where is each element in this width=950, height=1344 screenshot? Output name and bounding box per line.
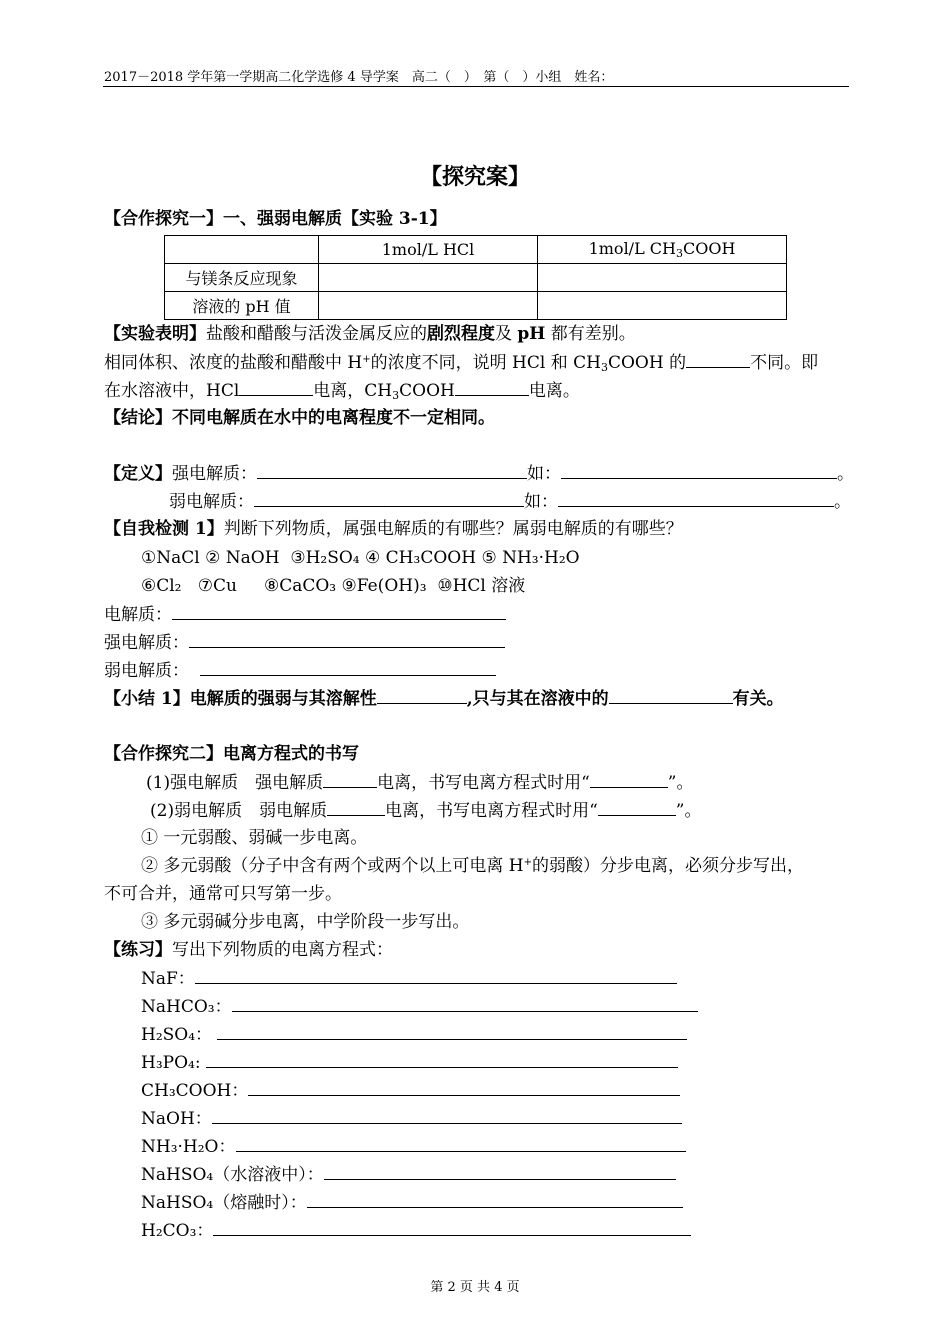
section1-heading: 【合作探究一】一、强弱电解质【实验 3-1】 [104,209,447,229]
selfcheck-weak: 弱电解质： [104,660,496,681]
practice-item: NH₃·H₂O： [141,1136,686,1157]
experiment-table [164,235,787,320]
section2-heading: 【合作探究二】电离方程式的书写 [104,744,359,764]
summary1: 【小结 1】电解质的强弱与其溶解性 ,只与其在溶液中的 有关。 [104,689,784,709]
answer-blank[interactable] [323,772,377,788]
table-header-hcl: 1mol/L HCl [319,236,538,264]
practice-item: CH₃COOH： [141,1080,680,1101]
conclusion: 【结论】不同电解质在水中的电离程度不一定相同。 [104,408,495,428]
table-cell-answer[interactable] [319,292,538,320]
practice-item: NaOH： [141,1108,682,1129]
answer-blank[interactable] [609,688,733,704]
table-row-mg-reaction: 与镁条反应现象 [165,264,319,292]
table-cell-answer[interactable] [538,264,787,292]
section2-strong: (1)强电解质 强电解质 电离，书写电离方程式时用“ ”。 [146,773,694,793]
definition-weak: 弱电解质： 如： 。 [169,492,851,512]
selfcheck-strong: 强电解质： [104,632,505,653]
answer-blank[interactable] [232,996,698,1012]
practice-item: NaHCO₃： [141,996,698,1017]
table-corner-cell [165,236,319,264]
answer-blank[interactable] [248,1080,680,1096]
answer-blank[interactable] [327,800,385,816]
table-cell-answer[interactable] [538,292,787,320]
answer-blank[interactable] [212,1108,682,1124]
practice-item: H₂CO₃： [141,1220,691,1241]
answer-blank[interactable] [200,660,496,676]
answer-blank[interactable] [686,352,750,368]
experiment-explain-line1: 相同体积、浓度的盐酸和醋酸中 H+的浓度不同，说明 HCl 和 $CH_3COOH$ 的 不同。即 [104,353,819,374]
table-header-ch3cooh: 1mol/L $CH_3COOH$ [538,236,787,264]
answer-blank[interactable] [217,1024,687,1040]
answer-blank[interactable] [254,491,524,507]
page-header: 2017－2018 学年第一学期高二化学选修 4 导学案 高二（ ） 第（ ）小组 姓名： [104,70,614,85]
answer-blank[interactable] [561,463,837,479]
selfcheck-items-row2: ⑥Cl₂ ⑦Cu ⑧CaCO₃ ⑨Fe(OH)₃ ⑩HCl 溶液 [141,576,526,596]
answer-blank[interactable] [236,1136,686,1152]
definition-strong: 【定义】强电解质： 如： 。 [104,464,854,484]
answer-blank[interactable] [189,632,505,648]
practice-heading: 【练习】写出下列物质的电离方程式： [104,940,393,960]
answer-blank[interactable] [307,1192,683,1208]
section2-weak: (2)弱电解质 弱电解质 电离，书写电离方程式时用“ ”。 [150,801,702,821]
answer-blank[interactable] [558,491,834,507]
selfcheck-items-row1: ①NaCl ② NaOH ③H₂SO₄ ④ CH₃COOH ⑤ NH₃·H₂O [141,548,580,568]
header-rule [103,86,849,87]
section2-point1: ① 一元弱酸、弱碱一步电离。 [141,828,368,848]
answer-blank[interactable] [598,800,676,816]
answer-blank[interactable] [239,380,313,396]
practice-item: NaHSO₄（熔融时）： [141,1192,683,1213]
experiment-shows: 【实验表明】盐酸和醋酸与活泼金属反应的剧烈程度及 pH 都有差别。 [104,324,636,344]
section2-point2: ② 多元弱酸（分子中含有两个或两个以上可电离 H+的弱酸）分步电离，必须分步写出， [141,856,805,876]
practice-item: H₃PO₄: [141,1052,678,1073]
selfcheck-electrolyte: 电解质： [104,604,506,625]
answer-blank[interactable] [206,1052,678,1068]
practice-item: H₂SO₄： [141,1024,687,1045]
answer-blank[interactable] [324,1164,676,1180]
answer-blank[interactable] [213,1220,691,1236]
answer-blank[interactable] [257,463,527,479]
section2-point3: ③ 多元弱碱分步电离，中学阶段一步写出。 [141,912,470,932]
experiment-explain-line2: 在水溶液中，HCl 电离，$CH_3COOH$ 电离。 [104,381,580,402]
answer-blank[interactable] [377,688,467,704]
answer-blank[interactable] [455,380,529,396]
table-cell-answer[interactable] [319,264,538,292]
practice-item: NaHSO₄（水溶液中）： [141,1164,676,1185]
practice-item: NaF： [141,968,677,989]
answer-blank[interactable] [590,772,668,788]
table-row-ph: 溶液的 pH 值 [165,292,319,320]
answer-blank[interactable] [195,968,677,984]
selfcheck-question: 【自我检测 1】判断下列物质，属强电解质的有哪些？属弱电解质的有哪些？ [104,519,683,539]
page-footer: 第 2 页 共 4 页 [430,1280,520,1295]
section2-point2-cont: 不可合并，通常可只写第一步。 [104,884,342,904]
page-title: 【探究案】 [419,164,530,190]
answer-blank[interactable] [172,604,506,620]
